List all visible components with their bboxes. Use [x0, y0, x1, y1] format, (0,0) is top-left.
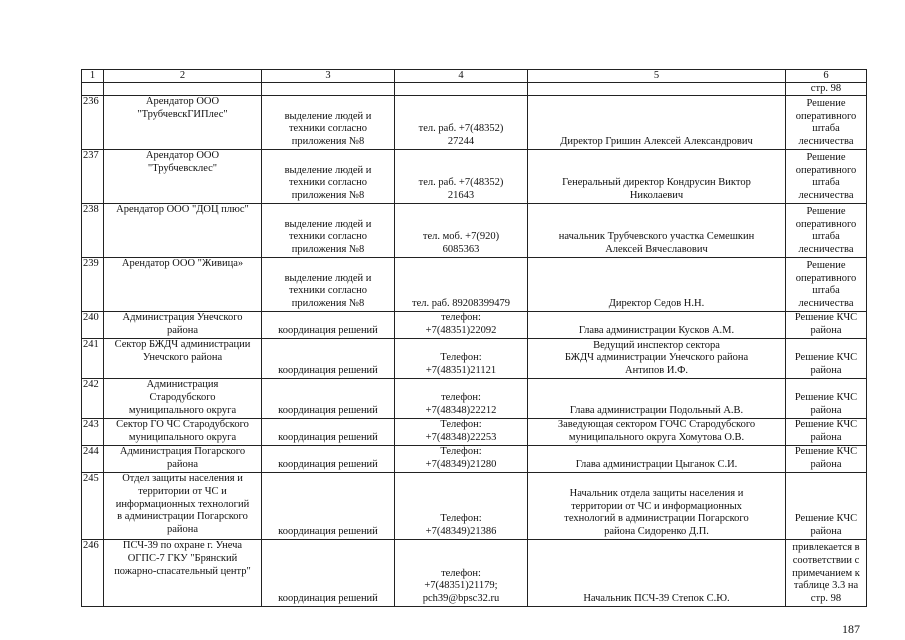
- phone-cell: [395, 258, 528, 312]
- organization-cell-line: Стародубского: [149, 391, 216, 403]
- basis-cell: [786, 379, 867, 419]
- basis-cell-line: Решение: [806, 205, 846, 217]
- action-cell-line: координация решений: [278, 526, 378, 538]
- person-cell-line: Ведущий инспектор сектора: [593, 339, 720, 351]
- action-cell-line: приложения №8: [291, 298, 365, 310]
- phone-cell-line: +7(48351)21179;: [424, 580, 498, 592]
- person-cell-line: Алексей Вячеславович: [605, 244, 708, 256]
- action-cell-line: приложения №8: [291, 244, 365, 256]
- action-cell-line: выделение людей и: [284, 110, 372, 122]
- organization-cell: [104, 258, 262, 312]
- action-cell-line: техники согласно: [288, 123, 368, 135]
- person-cell: [528, 473, 786, 540]
- table-row: [82, 312, 867, 339]
- basis-cell-line: оперативного: [795, 164, 857, 176]
- organization-cell-line: муниципального округа: [128, 404, 237, 416]
- basis-cell-line: Решение КЧС: [794, 352, 858, 364]
- action-cell-line: координация решений: [278, 325, 378, 337]
- person-cell: [528, 258, 786, 312]
- basis-cell-line: района: [810, 459, 842, 471]
- basis-cell-line: оперативного: [795, 110, 857, 122]
- action-cell-line: выделение людей и: [284, 218, 372, 230]
- basis-cell: [786, 258, 867, 312]
- phone-cell: [395, 204, 528, 258]
- action-cell-line: техники согласно: [288, 285, 368, 297]
- phone-cell: [395, 339, 528, 379]
- person-cell-line: Антипов И.Ф.: [625, 365, 688, 377]
- phone-cell-line: 27244: [447, 136, 475, 148]
- organization-cell: [104, 540, 262, 607]
- basis-cell-line: Решение КЧС: [794, 312, 858, 324]
- action-cell-line: координация решений: [278, 365, 378, 377]
- phone-cell: [395, 150, 528, 204]
- person-cell: [528, 312, 786, 339]
- basis-cell-line: штаба: [812, 177, 840, 189]
- header-cell-4: 4: [395, 70, 528, 83]
- basis-cell: [786, 312, 867, 339]
- person-cell: [528, 339, 786, 379]
- basis-cell-line: штаба: [812, 285, 840, 297]
- phone-cell-line: +7(48348)22253: [425, 432, 497, 444]
- organization-cell: [104, 96, 262, 150]
- person-cell-line: технологий в администрации Погарского: [564, 513, 749, 525]
- basis-cell-line: лесничества: [798, 298, 854, 310]
- basis-cell-line: района: [810, 526, 842, 538]
- organization-cell-line: Арендатор ООО "ДОЦ плюс": [116, 204, 249, 215]
- organization-cell-line: муниципального округа: [128, 431, 237, 443]
- header-cell-6: 6: [786, 70, 867, 83]
- person-cell-line: Глава администрации Кусков А.М.: [578, 325, 735, 337]
- basis-cell: [786, 540, 867, 607]
- person-cell-line: Генеральный директор Кондрусин Виктор: [562, 177, 751, 189]
- basis-cell: [786, 96, 867, 150]
- organization-cell: [104, 312, 262, 339]
- phone-cell-line: телефон:: [441, 312, 481, 324]
- basis-cell-line: Решение КЧС: [794, 513, 858, 525]
- person-cell: [528, 540, 786, 607]
- continuation-row: [82, 83, 867, 96]
- empty-cell: [82, 83, 104, 96]
- phone-cell-line: тел. моб. +7(920): [422, 231, 500, 243]
- person-cell: [528, 446, 786, 473]
- phone-cell-line: +7(48351)21121: [425, 365, 497, 377]
- basis-cell-line: лесничества: [798, 190, 854, 202]
- basis-cell-line: лесничества: [798, 136, 854, 148]
- phone-cell: [395, 96, 528, 150]
- person-cell-line: Директор Седов Н.Н.: [608, 298, 705, 310]
- organization-cell-line: в администрации Погарского: [117, 511, 248, 523]
- phone-cell: [395, 312, 528, 339]
- action-cell-line: приложения №8: [291, 136, 365, 148]
- basis-cell-line: района: [810, 432, 842, 444]
- basis-cell-line: Решение КЧС: [794, 446, 858, 458]
- table-row: [82, 540, 867, 607]
- phone-cell-line: Телефон:: [440, 513, 482, 525]
- person-cell-line: БЖДЧ администрации Унечского района: [564, 352, 749, 364]
- action-cell: [262, 540, 395, 607]
- organization-cell-line: "Трубчевсклес": [147, 162, 218, 174]
- organization-cell: [104, 339, 262, 379]
- action-cell: [262, 204, 395, 258]
- organization-cell-line: Администрация Погарского: [119, 446, 246, 457]
- person-cell-line: Заведующая сектором ГОЧС Стародубского: [557, 419, 756, 431]
- row-number: 239: [82, 258, 104, 312]
- action-cell-line: координация решений: [278, 593, 378, 605]
- table-row: [82, 258, 867, 312]
- header-cell-2: 2: [104, 70, 262, 83]
- basis-cell-line: штаба: [812, 231, 840, 243]
- action-cell: [262, 379, 395, 419]
- phone-cell: [395, 446, 528, 473]
- row-number: 238: [82, 204, 104, 258]
- table-row: [82, 419, 867, 446]
- row-number: 240: [82, 312, 104, 339]
- organization-cell-line: Администрация: [146, 379, 219, 390]
- phone-cell: [395, 540, 528, 607]
- phone-cell: [395, 419, 528, 446]
- person-cell-line: территории от ЧС и информационных: [571, 500, 742, 512]
- basis-cell-line: Решение: [806, 151, 846, 163]
- phone-cell-line: 6085363: [442, 244, 480, 256]
- action-cell-line: координация решений: [278, 459, 378, 471]
- phone-cell-line: тел. раб. 89208399479: [412, 298, 510, 310]
- organization-cell-line: района: [166, 458, 199, 470]
- action-cell-line: координация решений: [278, 432, 378, 444]
- basis-cell: [786, 150, 867, 204]
- organization-cell-line: Сектор ГО ЧС Стародубского: [116, 419, 249, 430]
- basis-cell-line: Решение КЧС: [794, 392, 858, 404]
- organization-cell: [104, 419, 262, 446]
- empty-cell: [262, 83, 395, 96]
- organization-cell-line: района: [166, 524, 199, 536]
- organization-cell-line: ОГПС-7 ГКУ "Брянский: [127, 552, 238, 564]
- basis-cell-line: лесничества: [798, 244, 854, 256]
- basis-cell-line: Решение КЧС: [794, 419, 858, 431]
- header-cell-3: 3: [262, 70, 395, 83]
- phone-cell-line: Телефон:: [440, 446, 482, 458]
- phone-cell-line: телефон:: [441, 567, 481, 579]
- organization-cell: [104, 379, 262, 419]
- basis-cell: [786, 339, 867, 379]
- person-cell-line: Начальник отдела защиты населения и: [569, 487, 744, 499]
- empty-cell: [104, 83, 262, 96]
- basis-cell-line: района: [810, 365, 842, 377]
- row-number: 243: [82, 419, 104, 446]
- table-row: [82, 150, 867, 204]
- data-table: [81, 69, 867, 607]
- basis-cell-line: стр. 98: [810, 593, 842, 605]
- organization-cell-line: "ТрубчевскГИПлес": [137, 108, 228, 120]
- organization-cell: [104, 150, 262, 204]
- basis-cell: [786, 446, 867, 473]
- person-cell: [528, 96, 786, 150]
- basis-cell-line: примечанием к: [792, 567, 860, 579]
- person-cell: [528, 150, 786, 204]
- action-cell: [262, 96, 395, 150]
- row-number: 244: [82, 446, 104, 473]
- organization-cell-line: Сектор БЖДЧ администрации: [114, 339, 251, 350]
- organization-cell-line: Администрация Унечского: [122, 312, 243, 323]
- action-cell-line: техники согласно: [288, 231, 368, 243]
- basis-cell: [786, 419, 867, 446]
- organization-cell-line: Унечского района: [142, 351, 223, 363]
- person-cell-line: Николаевич: [629, 190, 684, 202]
- header-cell-1: 1: [82, 70, 104, 83]
- basis-cell-line: привлекается в: [792, 542, 860, 554]
- basis-cell: [786, 473, 867, 540]
- person-cell-line: Глава администрации Подольный А.В.: [569, 405, 744, 417]
- action-cell: [262, 419, 395, 446]
- phone-cell-line: pch39@bpsc32.ru: [422, 593, 500, 605]
- action-cell-line: выделение людей и: [284, 164, 372, 176]
- person-cell: [528, 204, 786, 258]
- organization-cell-line: ПСЧ-39 по охране г. Унеча: [122, 540, 243, 551]
- phone-cell-line: 21643: [447, 190, 475, 202]
- phone-cell: [395, 379, 528, 419]
- person-cell-line: Глава администрации Цыганок С.И.: [575, 459, 738, 471]
- action-cell: [262, 312, 395, 339]
- person-cell-line: Начальник ПСЧ-39 Степок С.Ю.: [583, 593, 730, 605]
- action-cell-line: приложения №8: [291, 190, 365, 202]
- phone-cell: [395, 473, 528, 540]
- organization-cell-line: Арендатор ООО: [145, 150, 220, 161]
- action-cell: [262, 473, 395, 540]
- phone-cell-line: +7(48351)22092: [425, 325, 497, 337]
- organization-cell-line: Отдел защиты населения и: [122, 473, 243, 484]
- organization-cell-line: Арендатор ООО: [145, 96, 220, 107]
- organization-cell-line: Арендатор ООО "Живица»: [121, 258, 244, 269]
- action-cell-line: выделение людей и: [284, 272, 372, 284]
- continuation-note: стр. 98: [786, 83, 867, 96]
- person-cell-line: муниципального округа Хомутова О.В.: [568, 432, 745, 444]
- phone-cell-line: Телефон:: [440, 419, 482, 431]
- person-cell: [528, 419, 786, 446]
- action-cell: [262, 258, 395, 312]
- phone-cell-line: +7(48348)22212: [425, 405, 497, 417]
- organization-cell: [104, 204, 262, 258]
- phone-cell-line: тел. раб. +7(48352): [418, 123, 504, 135]
- basis-cell-line: района: [810, 405, 842, 417]
- basis-cell-line: оперативного: [795, 272, 857, 284]
- row-number: 246: [82, 540, 104, 607]
- basis-cell-line: оперативного: [795, 218, 857, 230]
- empty-cell: [528, 83, 786, 96]
- basis-cell-line: Решение: [806, 97, 846, 109]
- organization-cell-line: пожарно-спасательный центр": [114, 565, 251, 577]
- phone-cell-line: телефон:: [441, 392, 481, 404]
- table-row: [82, 473, 867, 540]
- row-number: 245: [82, 473, 104, 540]
- basis-cell-line: таблице 3.3 на: [793, 580, 859, 592]
- action-cell-line: координация решений: [278, 405, 378, 417]
- action-cell: [262, 150, 395, 204]
- person-cell-line: района Сидоренко Д.П.: [604, 526, 709, 538]
- person-cell-line: начальник Трубчевского участка Семешкин: [558, 231, 755, 243]
- row-number: 242: [82, 379, 104, 419]
- organization-cell-line: территории от ЧС и: [138, 485, 227, 497]
- action-cell: [262, 446, 395, 473]
- row-number: 241: [82, 339, 104, 379]
- phone-cell-line: +7(48349)21280: [425, 459, 497, 471]
- header-cell-5: 5: [528, 70, 786, 83]
- row-number: 236: [82, 96, 104, 150]
- table-row: [82, 204, 867, 258]
- person-cell-line: Директор Гришин Алексей Александрович: [560, 136, 753, 148]
- basis-cell-line: Решение: [806, 259, 846, 271]
- table-body: [82, 70, 867, 607]
- basis-cell-line: соответствии с: [792, 554, 860, 566]
- action-cell-line: техники согласно: [288, 177, 368, 189]
- header-row: [82, 70, 867, 83]
- table-row: [82, 379, 867, 419]
- empty-cell: [395, 83, 528, 96]
- phone-cell-line: Телефон:: [440, 352, 482, 364]
- organization-cell-line: района: [166, 324, 199, 336]
- phone-cell-line: тел. раб. +7(48352): [418, 177, 504, 189]
- page-number: 187: [842, 622, 860, 636]
- basis-cell-line: штаба: [812, 123, 840, 135]
- organization-cell: [104, 473, 262, 540]
- basis-cell-line: района: [810, 325, 842, 337]
- table-row: [82, 446, 867, 473]
- phone-cell-line: +7(48349)21386: [425, 526, 497, 538]
- basis-cell: [786, 204, 867, 258]
- row-number: 237: [82, 150, 104, 204]
- table-row: [82, 96, 867, 150]
- person-cell: [528, 379, 786, 419]
- organization-cell: [104, 446, 262, 473]
- organization-cell-line: информационных технологий: [115, 498, 250, 510]
- action-cell: [262, 339, 395, 379]
- table-row: [82, 339, 867, 379]
